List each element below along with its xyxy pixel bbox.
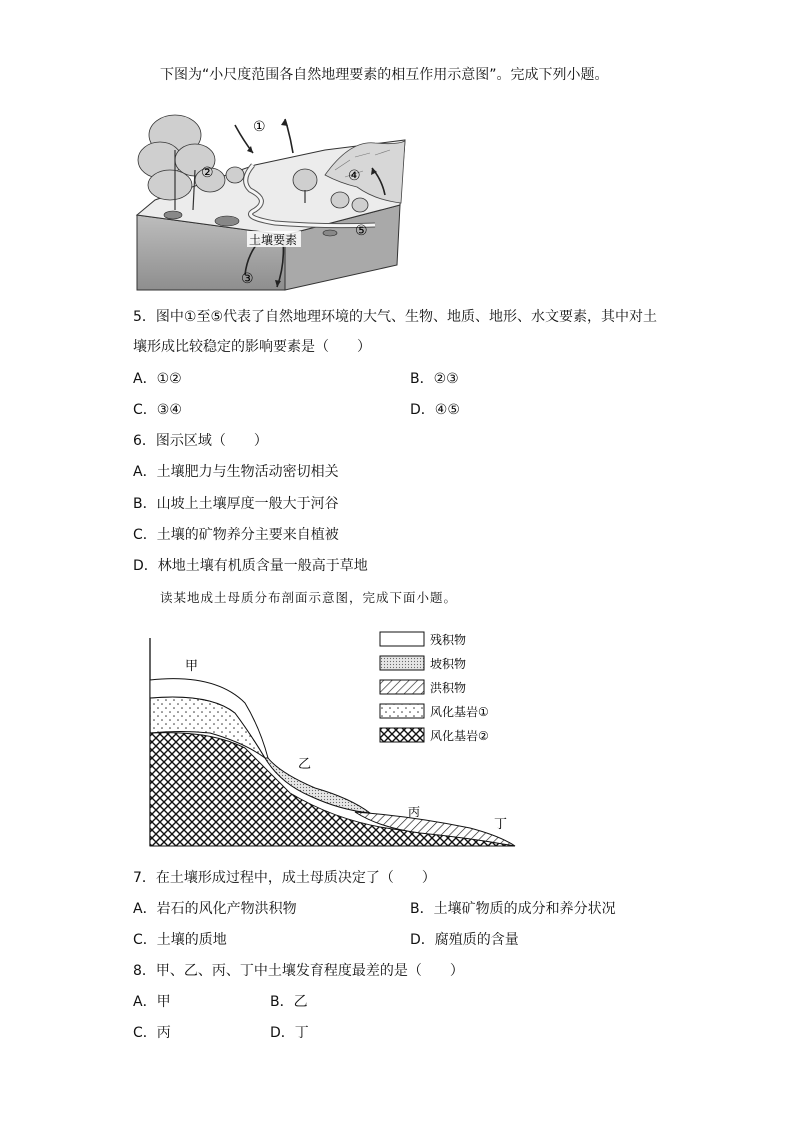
legend-proluvium: 洪积物 <box>430 681 467 695</box>
site-yi: 乙 <box>298 757 312 772</box>
intro-text-2: 读某地成土母质分布剖面示意图，完成下面小题。 <box>160 590 458 605</box>
label-1: ① <box>253 119 266 135</box>
label-2: ② <box>201 165 214 181</box>
q5-option-d[interactable]: D．④⑤ <box>410 402 460 418</box>
q7-text: 7．在土壤形成过程中，成土母质决定了（ ） <box>133 870 436 886</box>
q6-option-c[interactable]: C．土壤的矿物养分主要来自植被 <box>133 527 339 543</box>
legend <box>380 632 489 743</box>
q8-text: 8．甲、乙、丙、丁中土壤发育程度最差的是（ ） <box>133 963 464 979</box>
q8-option-b[interactable]: B．乙 <box>270 994 308 1010</box>
q5-text-line2: 壤形成比较稳定的影响要素是（ ） <box>133 339 371 355</box>
label-3: ③ <box>241 271 254 287</box>
intro-text-1: 下图为“小尺度范围各自然地理要素的相互作用示意图”。完成下列小题。 <box>160 67 609 83</box>
q7-option-b[interactable]: B．土壤矿物质的成分和养分状况 <box>410 901 616 917</box>
label-4: ④ <box>348 168 361 184</box>
q7-option-a[interactable]: A．岩石的风化产物洪积物 <box>133 901 297 917</box>
legend-bedrock-1: 风化基岩① <box>430 705 489 719</box>
q6-text: 6．图示区域（ ） <box>133 433 268 449</box>
q8-option-c[interactable]: C．丙 <box>133 1025 171 1041</box>
q8-option-a[interactable]: A．甲 <box>133 994 171 1010</box>
figure-landscape-interaction <box>135 105 410 300</box>
q5-text-line1: 5．图中①至⑤代表了自然地理环境的大气、生物、地质、地形、水文要素，其中对土 <box>133 309 658 325</box>
q5-option-b[interactable]: B．②③ <box>410 371 459 387</box>
site-ding: 丁 <box>494 817 508 832</box>
site-bing: 丙 <box>408 805 421 819</box>
legend-colluvium: 坡积物 <box>430 657 467 671</box>
q6-option-d[interactable]: D．林地土壤有机质含量一般高于草地 <box>133 558 368 574</box>
site-jia: 甲 <box>185 659 199 674</box>
q8-option-d[interactable]: D．丁 <box>270 1025 309 1041</box>
q5-option-a[interactable]: A．①② <box>133 371 182 387</box>
figure-parent-material-profile <box>140 618 530 853</box>
legend-residual: 残积物 <box>430 633 467 647</box>
legend-bedrock-2: 风化基岩② <box>430 729 489 743</box>
soil-label: 土壤要素 <box>249 233 298 247</box>
q6-option-b[interactable]: B．山坡上土壤厚度一般大于河谷 <box>133 496 339 512</box>
q7-option-d[interactable]: D．腐殖质的含量 <box>410 932 519 948</box>
label-5: ⑤ <box>355 223 368 239</box>
q6-option-a[interactable]: A．土壤肥力与生物活动密切相关 <box>133 464 339 480</box>
q7-option-c[interactable]: C．土壤的质地 <box>133 932 227 948</box>
q5-option-c[interactable]: C．③④ <box>133 402 182 418</box>
